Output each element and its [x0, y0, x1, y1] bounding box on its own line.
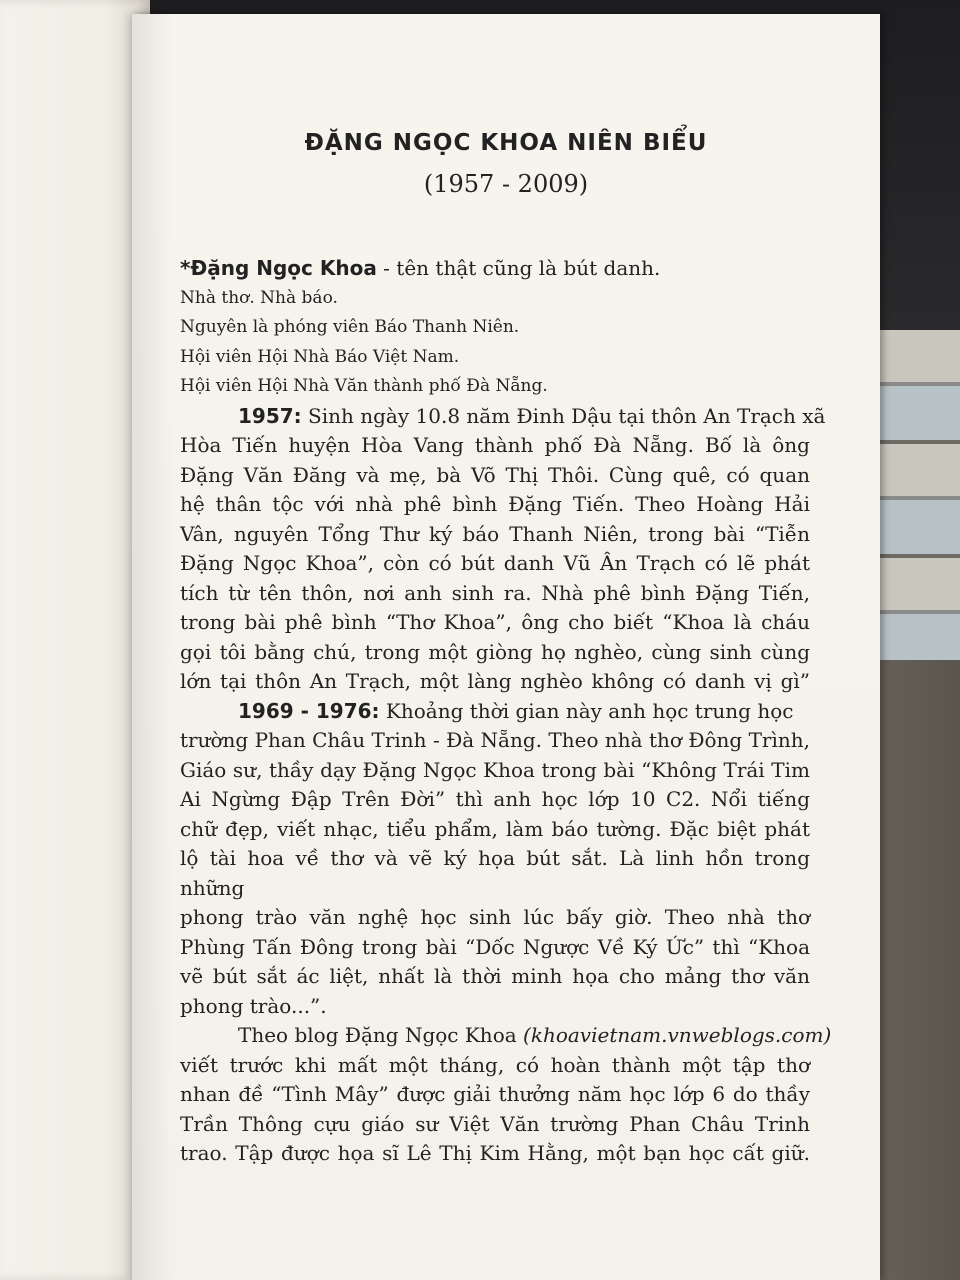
- bio-name-rest: - tên thật cũng là bút danh.: [376, 256, 661, 280]
- entry-1969-text: Khoảng thời gian này anh học trung học: [379, 698, 794, 723]
- entry-1957-text: Sinh ngày 10.8 năm Đinh Dậu tại thôn An Trạch xã: [301, 403, 826, 428]
- entry-1957-line: gọi tôi bằng chú, trong một giòng họ nghèo, cùng sinh cùng: [180, 639, 810, 664]
- entry-blog-line: viết trước khi mất một tháng, có hoàn thành một tập thơ: [180, 1052, 810, 1077]
- entry-1957-line: Đặng Văn Đăng và mẹ, bà Võ Thị Thôi. Cùng quê, có quan: [180, 462, 810, 487]
- entry-1969-line: trường Phan Châu Trinh - Đà Nẵng. Theo nhà thơ Đông Trình,: [180, 728, 810, 752]
- bio-line: Hội viên Hội Nhà Văn thành phố Đà Nẵng.: [180, 376, 548, 396]
- entry-1969-line: vẽ bút sắt ác liệt, nhất là thời minh họa cho mảng thơ văn: [180, 964, 810, 988]
- blog-url: (khoavietnam.vnweblogs.com): [523, 1023, 832, 1047]
- page-title: ĐẶNG NGỌC KHOA NIÊN BIỂU: [304, 130, 708, 156]
- entry-1957-first-line: [180, 402, 826, 432]
- entry-1957-line: Vân, nguyên Tổng Thư ký báo Thanh Niên, trong bài “Tiễn: [180, 521, 810, 546]
- entry-1957-label: 1957:: [238, 403, 302, 428]
- entry-blog-line: nhan đề “Tình Mây” được giải thưởng năm học lớp 6 do thầy: [180, 1082, 810, 1106]
- entry-blog-line: trao. Tập được họa sĩ Lê Thị Kim Hằng, một bạn học cất giữ.: [180, 1141, 810, 1165]
- entry-blog-line: Trần Thông cựu giáo sư Việt Văn trường Phan Châu Trinh: [180, 1111, 810, 1136]
- entry-1969-line: Phùng Tấn Đông trong bài “Dốc Ngược Về Ký Ức” thì “Khoa: [180, 934, 810, 959]
- entry-1957-line: trong bài phê bình “Thơ Khoa”, ông cho biết “Khoa là cháu: [180, 610, 810, 634]
- entry-1957-line: hệ thân tộc với nhà phê bình Đặng Tiến. Theo Hoàng Hải: [180, 492, 810, 516]
- entry-1969-line: lộ tài hoa về thơ và vẽ ký họa bút sắt. Là linh hồn trong những: [180, 846, 810, 900]
- bio-line: Hội viên Hội Nhà Báo Việt Nam.: [180, 346, 460, 367]
- bio-line: Nhà thơ. Nhà báo.: [180, 287, 338, 308]
- page-gutter-shadow: [132, 14, 172, 1280]
- page-years: (1957 - 2009): [423, 170, 589, 198]
- entry-1969-line: Ai Ngừng Đập Trên Đời” thì anh học lớp 10 C2. Nổi tiếng: [180, 787, 810, 811]
- entry-1969-line: phong trào văn nghệ học sinh lúc bấy giờ. Theo nhà thơ: [180, 905, 810, 929]
- entry-1969-line: Giáo sư, thầy dạy Đặng Ngọc Khoa trong bài “Không Trái Tim: [180, 757, 810, 782]
- bio-name-label: *Đặng Ngọc Khoa: [180, 256, 377, 280]
- bio-name-line: [180, 254, 810, 284]
- entry-1969-last-line: phong trào...”.: [180, 993, 327, 1018]
- bio-line: Nguyên là phóng viên Báo Thanh Niên.: [180, 317, 520, 337]
- entry-1957-line: lớn tại thôn An Trạch, một làng nghèo không có danh vị gì”: [180, 669, 810, 693]
- entry-1969-line: chữ đẹp, viết nhạc, tiểu phẩm, làm báo tường. Đặc biệt phát: [180, 816, 810, 841]
- page-body: [180, 254, 832, 1169]
- entry-blog-text: Theo blog Đặng Ngọc Khoa: [238, 1023, 524, 1047]
- book-page: [132, 14, 880, 1280]
- entry-1969-first-line: [180, 697, 810, 727]
- entry-1957-line: Đặng Ngọc Khoa”, còn có bút danh Vũ Ân Trạch có lẽ phát: [180, 551, 810, 575]
- entry-blog-first-line: [180, 1021, 832, 1051]
- entry-1969-label: 1969 - 1976:: [238, 698, 380, 723]
- left-page: [0, 0, 150, 1280]
- entry-1957-line: Hòa Tiến huyện Hòa Vang thành phố Đà Nẵng. Bố là ông: [180, 433, 810, 457]
- entry-1957-line: tích từ tên thôn, nơi anh sinh ra. Nhà phê bình Đặng Tiến,: [180, 580, 810, 605]
